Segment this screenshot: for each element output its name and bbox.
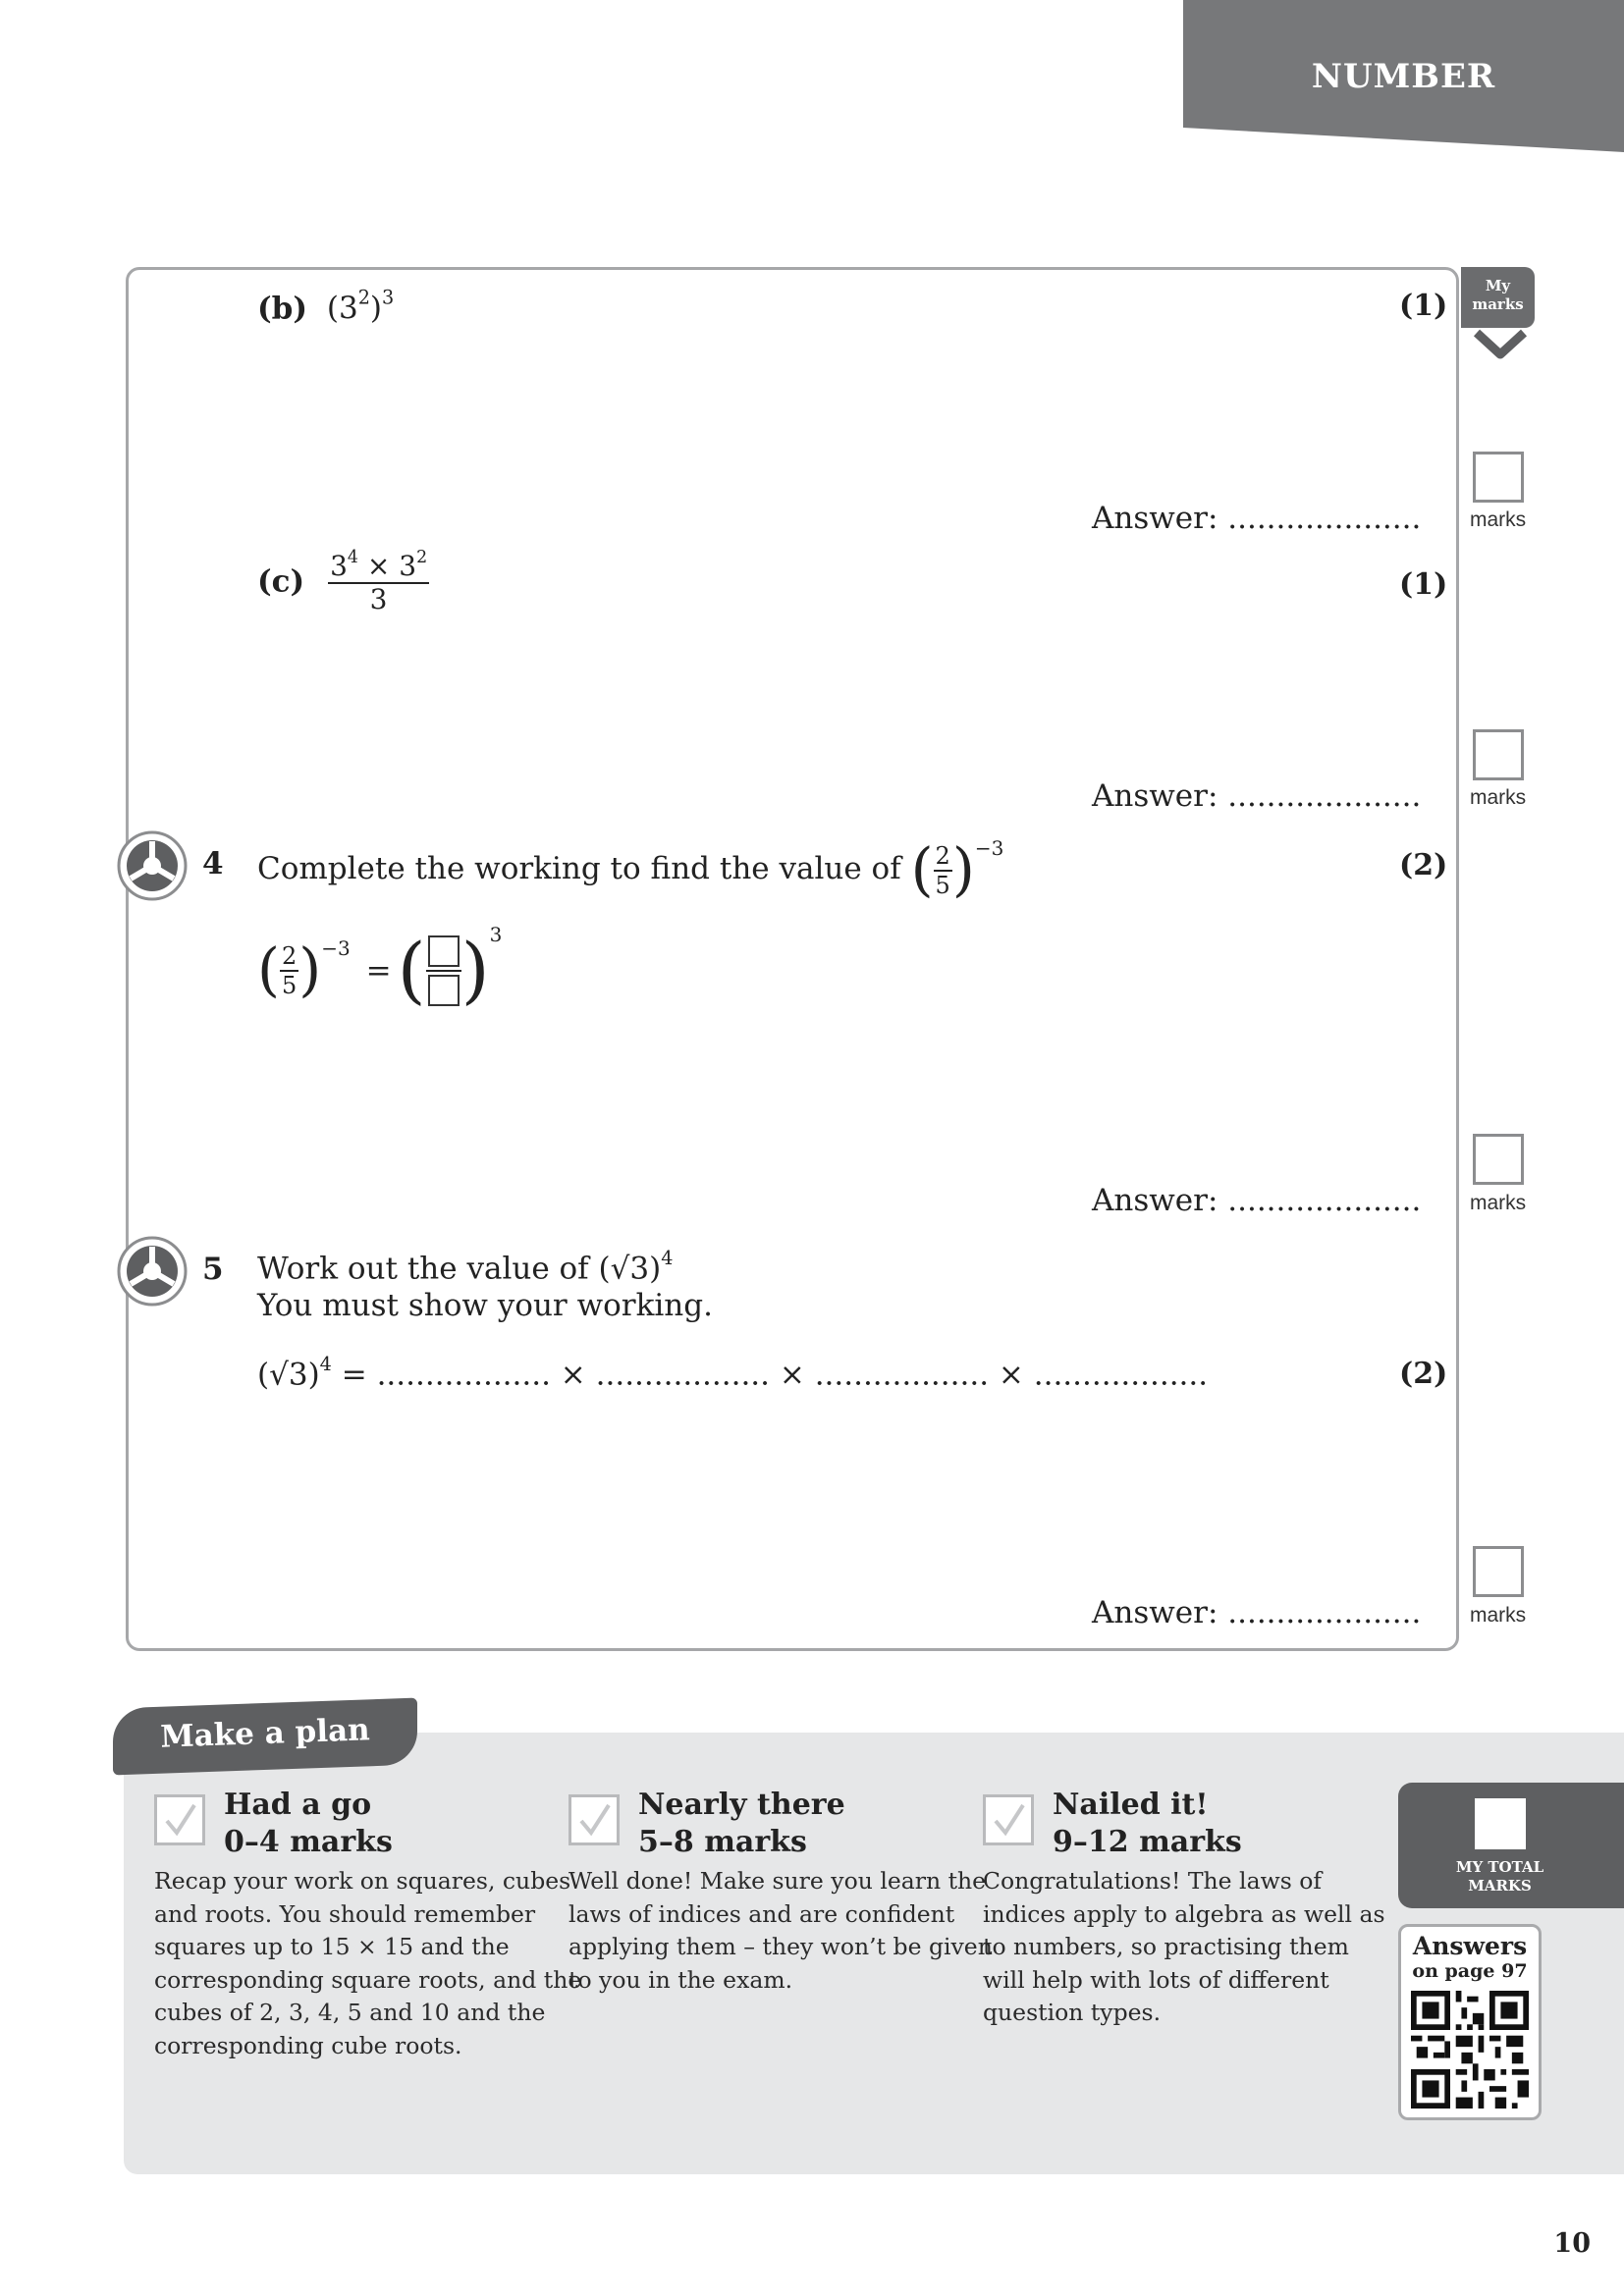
q4-text: Complete the working to find the value of (257, 851, 901, 886)
total-marks-box[interactable] (1475, 1798, 1526, 1849)
check-icon (571, 1797, 617, 1842)
q5-working (257, 1353, 1208, 1392)
q3c-part: (c) (257, 563, 305, 600)
check-icon (986, 1797, 1031, 1842)
q4-exponent: −3 (974, 836, 1004, 860)
q4-blank-fraction (426, 935, 461, 1006)
q4-working-fraction: $\frac{2}{5}$ (281, 941, 298, 999)
q5-number: 5 (202, 1252, 224, 1287)
q3b-mark-box[interactable] (1473, 452, 1524, 503)
q3b-part: (b) (257, 291, 308, 327)
q4-text-row: Complete the working to find the value of ( $\frac{2}{5}$ )$^{-3}$ (257, 835, 1004, 904)
nearly-there-checkbox[interactable] (568, 1794, 620, 1845)
q5-marks: (2) (1399, 1357, 1448, 1391)
total-marks-label: MY TOTAL MARKS (1455, 1858, 1544, 1895)
q5-answer-line[interactable]: Answer: .................... (1092, 1595, 1422, 1630)
had-a-go-title: Had a go (224, 1788, 372, 1822)
q4-working-exp: −3 (321, 936, 351, 960)
answers-title: Answers (1412, 1932, 1528, 1960)
q4-fraction: $\frac{2}{5}$ (935, 841, 950, 899)
q5-text: Work out the value of (257, 1251, 589, 1287)
page-number: 10 (1553, 2228, 1591, 2259)
q4-mark-box[interactable] (1473, 1134, 1524, 1185)
q3b-mark-label: marks (1470, 508, 1527, 531)
nearly-there-text: Well done! Make sure you learn the laws of indices and are confident applying them – they won’t be given to you in the exam. (568, 1867, 993, 1994)
q5-mark-label: marks (1470, 1604, 1527, 1627)
answers-page: on page 97 (1412, 1960, 1528, 1982)
q5-working-exp: 4 (319, 1353, 332, 1375)
problem-solving-icon (116, 829, 189, 902)
q4-working: ( $\frac{2}{5}$ )$^{-3}$ =( )$^3$ (257, 923, 503, 1013)
q3b-marks: (1) (1399, 289, 1448, 323)
q5-working-blanks[interactable]: = .................. × .................. × .................. × .................. (341, 1357, 1209, 1393)
had-a-go-checkbox[interactable] (154, 1794, 205, 1845)
q3c-mark-box[interactable] (1473, 729, 1524, 780)
q5-exp: 4 (661, 1247, 674, 1269)
q4-blank-numerator[interactable] (428, 935, 460, 967)
q5-working-root: (√3) (257, 1357, 320, 1393)
q3c-answer-line[interactable]: Answer: .................... (1092, 778, 1422, 814)
q4-blank-denominator[interactable] (428, 975, 460, 1006)
q5-instruction: You must show your working. (257, 1288, 713, 1323)
chevron-down-icon (1473, 329, 1528, 360)
q3c-mark-label: marks (1470, 786, 1527, 809)
section-title: NUMBER (1311, 57, 1496, 96)
q3c-fraction: $\frac{3^4 \times 3^2}{3}$ (330, 548, 428, 616)
q3b-answer-line[interactable]: Answer: .................... (1092, 501, 1422, 536)
q5-root: (√3) (598, 1251, 662, 1287)
nailed-it-checkbox[interactable] (983, 1794, 1034, 1845)
qr-code-icon[interactable] (1411, 1991, 1529, 2109)
q5-mark-box[interactable] (1473, 1546, 1524, 1597)
check-icon (157, 1797, 202, 1842)
nailed-it-title: Nailed it! (1053, 1788, 1209, 1822)
q4-mark-label: marks (1470, 1192, 1527, 1214)
q3b-expression: $(3^2)^3$ (326, 287, 395, 327)
nearly-there-heading (638, 1787, 845, 1861)
my-marks-label-1: My (1485, 277, 1511, 294)
nailed-it-range: 9–12 marks (1053, 1825, 1242, 1859)
problem-solving-icon (116, 1235, 189, 1308)
my-marks-tab (1461, 267, 1535, 328)
had-a-go-range: 0–4 marks (224, 1825, 393, 1859)
q4-answer-line[interactable]: Answer: .................... (1092, 1183, 1422, 1218)
q4-marks: (2) (1399, 848, 1448, 882)
make-a-plan-title: Make a plan (159, 1712, 371, 1755)
q3b (257, 287, 394, 326)
had-a-go-text: Recap your work on squares, cubes and roots. You should remember squares up to 15 × 15 and the corresponding square roots, and the cubes of 2, 3, 4, 5 and 10 and the corresponding cube roots. (154, 1867, 582, 2059)
q4-equals: = (365, 952, 392, 988)
q3c-marks: (1) (1399, 567, 1448, 602)
my-marks-label-2: marks (1472, 295, 1524, 313)
had-a-go-heading (224, 1787, 393, 1861)
q4-number: 4 (202, 846, 224, 881)
nailed-it-heading (1053, 1787, 1242, 1861)
q3c (257, 550, 429, 614)
nailed-it-text: Congratulations! The laws of indices apply to algebra as well as to numbers, so practising them will help with lots of different question types. (983, 1867, 1385, 2026)
q5-text-row (257, 1247, 673, 1286)
q4-working-outer-exp: 3 (489, 923, 503, 946)
nearly-there-title: Nearly there (638, 1788, 845, 1822)
nearly-there-range: 5–8 marks (638, 1825, 807, 1859)
